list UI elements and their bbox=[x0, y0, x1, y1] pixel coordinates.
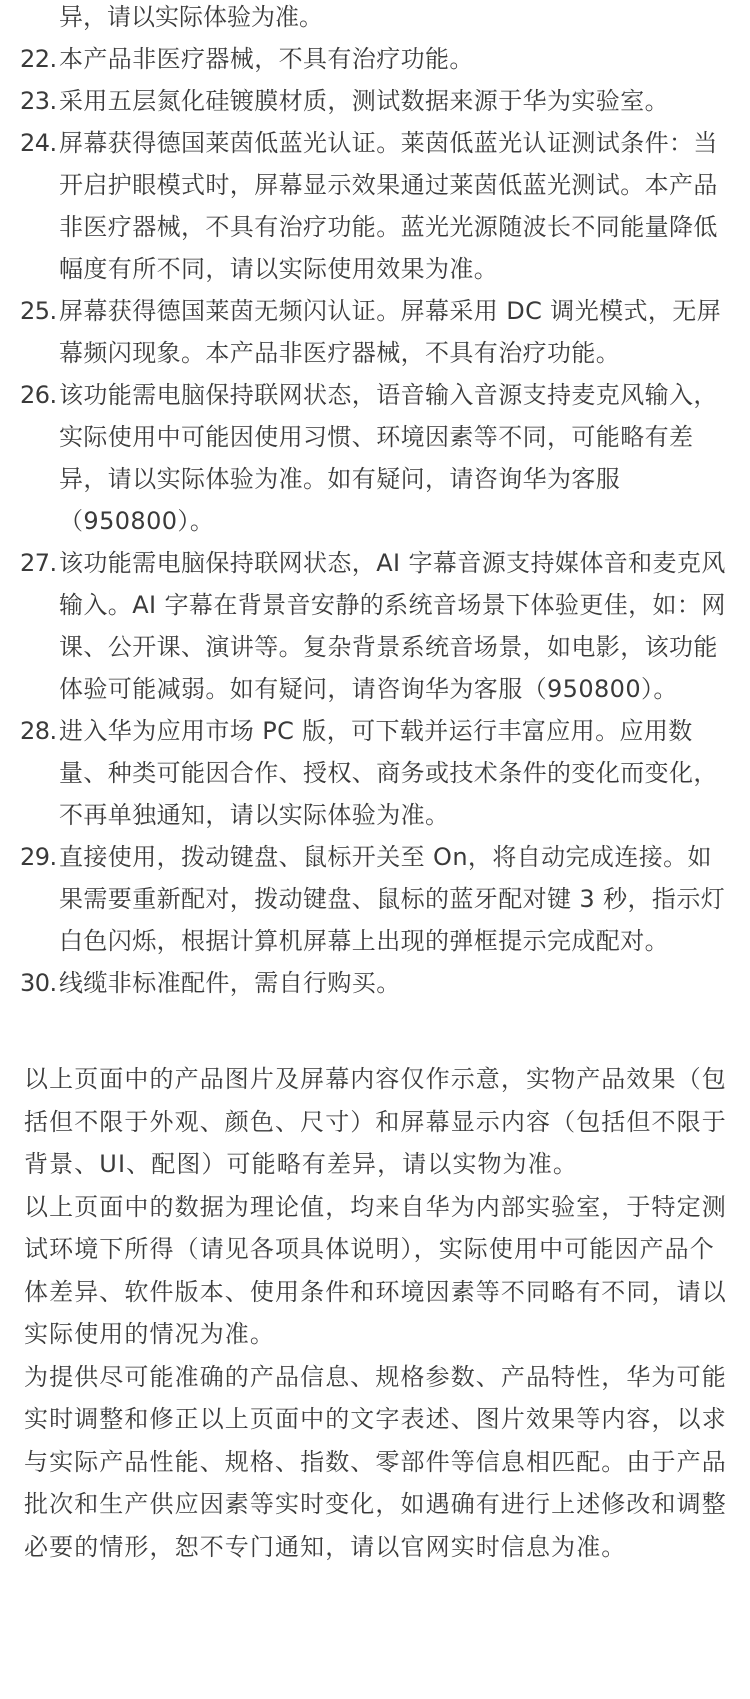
disclaimer-section bbox=[0, 1058, 750, 1568]
section-spacer bbox=[0, 1004, 750, 1058]
footnote-number: 25. bbox=[20, 297, 57, 325]
note-21-continuation: 异，请以实际体验为准。 bbox=[59, 3, 323, 31]
footnote-item bbox=[0, 542, 750, 710]
disclaimer-paragraph-data: 以上页面中的数据为理论值，均来自华为内部实验室，于特定测试环境下所得（请见各项具体说明），实际使用中可能因产品个体差异、软件版本、使用条件和环境因素等不同略有不同，请以实际使用的情况为准。 bbox=[24, 1192, 727, 1348]
footnote-number: 28. bbox=[20, 717, 57, 745]
footnote-text: 进入华为应用市场 PC 版，可下载并运行丰富应用。应用数量、种类可能因合作、授权、商务或技术条件的变化而变化，不再单独通知，请以实际体验为准。 bbox=[59, 717, 718, 829]
footnote-item bbox=[0, 710, 750, 836]
footnote-text: 该功能需电脑保持联网状态，语音输入音源支持麦克风输入，实际使用中可能因使用习惯、环境因素等不同，可能略有差异，请以实际体验为准。如有疑问，请咨询华为客服（950800）。 bbox=[59, 381, 718, 535]
footnote-text: 线缆非标准配件，需自行购买。 bbox=[59, 969, 401, 997]
footnote-list bbox=[0, 38, 750, 1004]
footnote-number: 29. bbox=[20, 843, 57, 871]
footnote-item bbox=[0, 290, 750, 374]
disclaimer-paragraph-updates: 为提供尽可能准确的产品信息、规格参数、产品特性，华为可能实时调整和修正以上页面中的文字表述、图片效果等内容，以求与实际产品性能、规格、指数、零部件等信息相匹配。由于产品批次和生产供应因素等实时变化，如遇确有进行上述修改和调整必要的情形，恕不专门通知，请以官网实时信息为准。 bbox=[24, 1362, 727, 1561]
footnote-text: 该功能需电脑保持联网状态，AI 字幕音源支持媒体音和麦克风输入。AI 字幕在背景音安静的系统音场景下体验更佳，如：网课、公开课、演讲等。复杂背景系统音场景，如电影，该功能体验可能减弱。如有疑问，请咨询华为客服（950800）。 bbox=[59, 549, 726, 703]
footnote-item bbox=[0, 80, 750, 122]
footnote-number: 24. bbox=[20, 129, 57, 157]
footnote-number: 30. bbox=[20, 969, 57, 997]
footnote-number: 23. bbox=[20, 87, 57, 115]
footnote-item bbox=[0, 374, 750, 542]
footnote-text: 采用五层氮化硅镀膜材质，测试数据来源于华为实验室。 bbox=[59, 87, 669, 115]
footnote-item bbox=[0, 38, 750, 80]
footnote-number: 26. bbox=[20, 381, 57, 409]
footnote-number: 27. bbox=[20, 549, 57, 577]
footnote-item bbox=[0, 122, 750, 290]
footnote-text: 直接使用，拨动键盘、鼠标开关至 On，将自动完成连接。如果需要重新配对，拨动键盘、鼠标的蓝牙配对键 3 秒，指示灯白色闪烁，根据计算机屏幕上出现的弹框提示完成配对。 bbox=[59, 843, 726, 955]
footnote-number: 22. bbox=[20, 45, 57, 73]
disclaimer-paragraph-images: 以上页面中的产品图片及屏幕内容仅作示意，实物产品效果（包括但不限于外观、颜色、尺寸）和屏幕显示内容（包括但不限于背景、UI、配图）可能略有差异，请以实物为准。 bbox=[24, 1065, 727, 1178]
footnote-text: 屏幕获得德国莱茵低蓝光认证。莱茵低蓝光认证测试条件：当开启护眼模式时，屏幕显示效果通过莱茵低蓝光测试。本产品非医疗器械，不具有治疗功能。蓝光光源随波长不同能量降低幅度有所不同，请以实际使用效果为准。 bbox=[59, 129, 718, 283]
footnote-item bbox=[0, 962, 750, 1004]
footnote-text: 本产品非医疗器械，不具有治疗功能。 bbox=[59, 45, 474, 73]
footnote-text: 屏幕获得德国莱茵无频闪认证。屏幕采用 DC 调光模式，无屏幕频闪现象。本产品非医疗器械，不具有治疗功能。 bbox=[59, 297, 722, 367]
footnote-item bbox=[0, 836, 750, 962]
